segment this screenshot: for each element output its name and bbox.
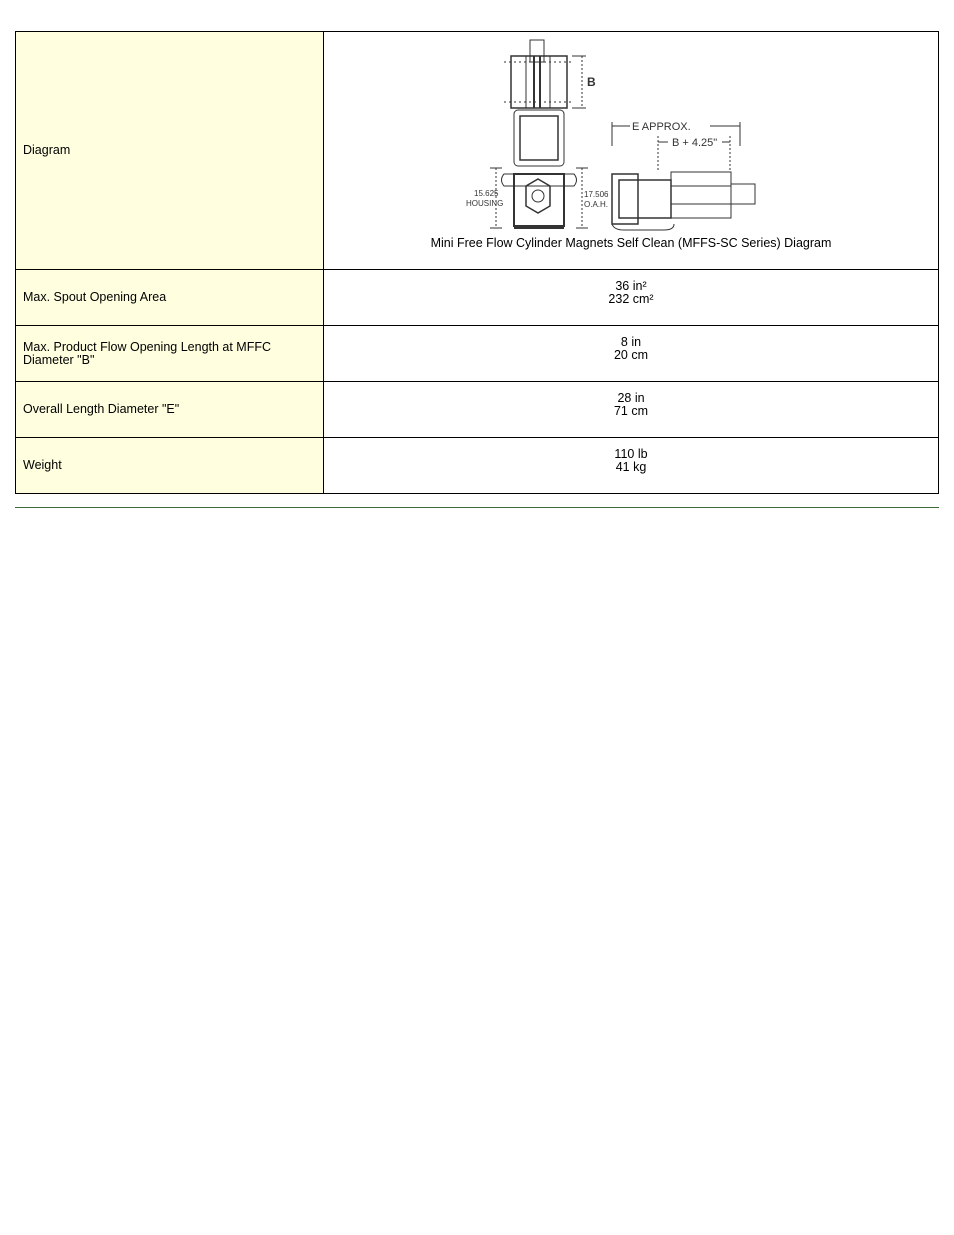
value-metric: 41 kg	[615, 460, 647, 474]
row-label: Overall Length Diameter "E"	[16, 382, 324, 438]
dim-b-label: B	[587, 75, 596, 89]
row-label: Max. Product Flow Opening Length at MFFC Diameter "B"	[16, 326, 324, 382]
spec-table	[15, 31, 939, 494]
dim-housing-value: 15.625	[474, 189, 499, 198]
value-imperial: 8 in	[620, 335, 642, 349]
row-value	[324, 382, 939, 438]
dim-e-approx-label: E APPROX.	[632, 121, 691, 133]
diagram-caption: Mini Free Flow Cylinder Magnets Self Clean (MFFS-SC Series) Diagram	[430, 236, 832, 250]
dim-oah-label: O.A.H.	[584, 200, 609, 209]
row-value	[324, 438, 939, 494]
value-imperial: 36 in²	[615, 279, 647, 293]
horizontal-divider	[15, 507, 939, 508]
magnet-drawing	[466, 36, 794, 236]
table-row	[16, 270, 939, 326]
row-label: Weight	[16, 438, 324, 494]
value-imperial: 28 in	[617, 391, 645, 405]
diagram-figure	[324, 32, 938, 269]
value-imperial: 110 lb	[614, 447, 648, 461]
dim-housing-label: HOUSING	[466, 199, 504, 208]
dim-b-plus-label: B + 4.25"	[672, 137, 718, 149]
row-value	[324, 326, 939, 382]
table-row	[16, 326, 939, 382]
value-metric: 232 cm²	[608, 292, 654, 306]
row-label: Max. Spout Opening Area	[16, 270, 324, 326]
dim-oah-value: 17.506	[584, 190, 609, 199]
row-label: Diagram	[16, 32, 324, 270]
table-row	[16, 32, 939, 270]
table-row	[16, 382, 939, 438]
value-metric: 71 cm	[613, 404, 649, 418]
value-metric: 20 cm	[613, 348, 649, 362]
table-row	[16, 438, 939, 494]
diagram-cell	[324, 32, 939, 270]
row-value	[324, 270, 939, 326]
